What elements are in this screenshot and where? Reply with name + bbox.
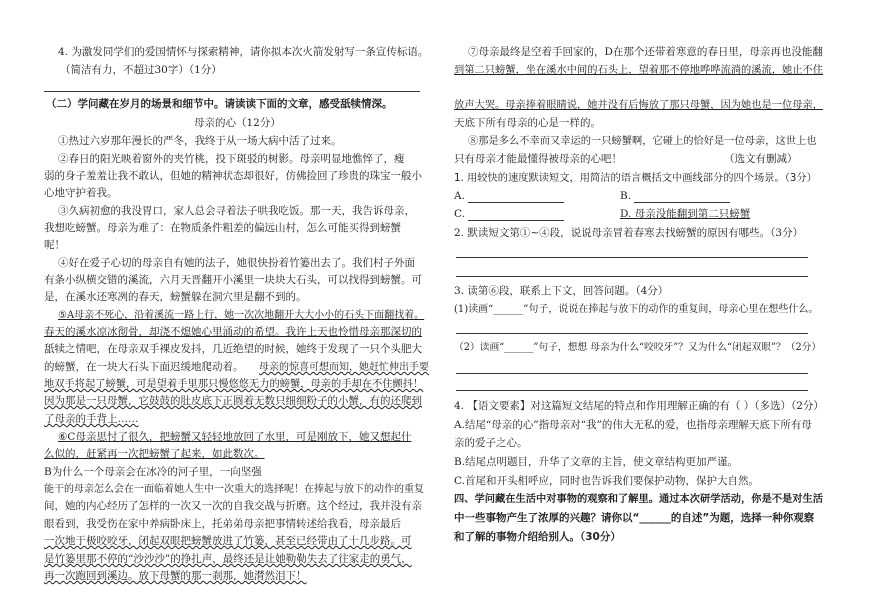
q3-sub2-answer-line-1[interactable] — [456, 373, 808, 374]
para6-line2a: 么似的，赶紧再一次把螃蟹了起来，如此数次。 — [44, 448, 265, 460]
q1-option-a: A. — [454, 190, 465, 202]
para3-line2: 我想吃螃蟹。母亲为难了：在物质条件粗差的偏远山村，怎么可能买得到螃蟹 — [44, 222, 401, 234]
q4-prompt: 4. 【语文要素】对这篇短文结尾的特点和作用理解正确的有（ ）（多选）（2分） — [454, 400, 824, 412]
para1: ①热过六岁那年漫长的严冬，我终于从一场大病中活了过来。 — [58, 135, 342, 147]
section4-line3: 和了解的事物介绍给别人。（30分） — [454, 531, 621, 543]
para5-line4b: 母亲的惊喜可想而知，她赶忙伸出手要 — [259, 362, 429, 373]
q1-blank-b[interactable] — [634, 202, 730, 203]
para7-line2: 到第二只螃蟹，坐在溪水中间的石头上，望着那不停地哗哗流淌的溪流，她止不住 — [454, 64, 824, 76]
q4-option-a-line1: A.结尾“母亲的心”指母亲对“我”的伟大无私的爱，也指母亲理解天底下所有母 — [454, 419, 812, 431]
para2-line2: 弱的身子羞羞让我不敢认，但她的精神状态却很好，仿佛捡回了珍贵的珠宝一般小 — [44, 170, 422, 182]
para4-line2: 有条小纵横交错的溪流，六月天晋翻开小溪里一块块大石头，可以找得到螃蟹。可 — [44, 274, 422, 286]
article-title: 母亲的心（12分） — [194, 117, 281, 129]
para6-line6: 一次地于极咬咬牙，闭起双眼把螃蟹放进了竹篓，甚至已经带由了十几步路。可 — [44, 535, 412, 547]
para3-line1: ③久病初愈的我没胃口，家人总会寻着法子哄我吃饭。那一天，我告诉母亲， — [58, 205, 415, 217]
q4-prompt-line1: 4. 为激发同学们的爱国情怀与探索精神，请你拟本次火箭发射写一条宣传标语。 — [58, 46, 429, 58]
q1-option-b: B. — [620, 190, 632, 202]
q1-blank-c[interactable] — [468, 220, 564, 221]
q3-sub2-answer-line-2[interactable] — [456, 390, 808, 391]
q3-sub1: (1)读画“______”句子，说说在捧起与放下的动作的重复间，母亲心里在想些什么。 — [454, 304, 819, 315]
q4-option-a-line2: 亲的爱子之心。 — [454, 437, 528, 449]
q1-blank-a[interactable] — [468, 202, 564, 203]
para8-line1: ⑧那是多么不幸而又幸运的一只螃蟹啊，它碰上的恰好是一位母亲，这世上也 — [468, 135, 817, 147]
para6-line7: 是竹篓里那不停的“沙沙沙”的挣扎声，最终还是让她勒勒失去了往家走的勇气， — [44, 553, 412, 565]
q4-option-c: C.首尾和开头相呼应，同时也告诉我们要保护动物，保护大自然。 — [454, 475, 759, 487]
answer-line[interactable] — [44, 91, 420, 92]
section4-line1: 四、学问藏在生活中对事物的观察和了解里。通过本次研学活动，你是不是对生活 — [454, 493, 824, 505]
q3-prompt: 3. 读第⑥段，联系上下文，回答问题。（4分） — [454, 285, 669, 297]
q1-option-c: C. — [454, 208, 465, 220]
source-note: （选文有删减） — [724, 153, 798, 165]
para5-line6: 因为那是一只母蟹，它鼓鼓的肚皮底下正圆着无数只细细粉子的小蟹，有的还爬到 — [44, 395, 422, 407]
para5-line5: 地双手将起了螃蟹，可是望着手里那只慢悠悠无力的螃蟹，母亲的手却在不住颤抖！ — [44, 378, 424, 390]
para5-line2: 春天的溪水凉冰彻骨，却浇不熄她心里涌动的希望。我许上天也怜惜母亲那深切的 — [44, 326, 422, 338]
para5-line1: ⑤A母亲不死心，沿着溪流一路上行，她一次次地翻开大大小小的石头下面翻找着。 — [58, 310, 425, 321]
para5-line7: 了母亲的手背上…… — [44, 413, 139, 425]
para3-line3: 呢！ — [44, 239, 65, 251]
q2-answer-line-2[interactable] — [456, 276, 808, 277]
para4-line3: 是，在溪水还寒冽的春天，螃蟹躲在洞穴里是翻不到的。 — [44, 291, 307, 303]
q3-sub1-answer-line[interactable] — [456, 333, 808, 334]
q3-sub2: （2）读画“______”句子，想想 母亲为什么“咬咬牙”？又为什么“闭起双眼”？（2分） — [454, 342, 822, 353]
para6-line5: 眼看到，我受伤在家中养病卧床上，托弟弟母亲把事情转述给我看，母亲最后 — [44, 518, 401, 530]
q4-prompt-line2: （简洁有力，不超过30字）（1分） — [60, 64, 222, 76]
para6-line8: 再一次跑回到溪边。放下母蟹的那一刹那，她潸然泪下！ — [44, 570, 307, 582]
para6-line3: 能干的母亲怎么会在一面临着她人生中一次重大的选择呢！在捧起与放下的动作的重复 — [44, 484, 424, 495]
q2-prompt: 2. 默读短文第①~④段，说说母亲冒着春寒去找螃蟹的原因有哪些。（3分） — [454, 227, 804, 239]
q1-prompt: 1. 用较快的速度默读短文，用简洁的语言概括文中画线部分的四个场景。（3分） — [454, 172, 817, 184]
para6-line4: 间，她的内心经历了怎样的一次又一次的自我交战与折磨。这个经过，我并没有亲 — [44, 500, 422, 512]
q1-option-d: D. 母亲没能翻到第二只螃蟹 — [620, 208, 751, 220]
section2-header: （二）学问藏在岁月的场景和细节中。请读读下面的文章，感受舐犊情深。 — [46, 98, 393, 110]
para8-line2: 只有母亲才能最懂得被母亲的心吧！ — [454, 153, 622, 165]
section4-line2: 中一些事物产生了浓厚的兴趣？请你以“______的自述”为题，选择一种你观察 — [454, 512, 815, 524]
para6-line2b: B为什么一个母亲会在冰冷的河子里，一向坚强 — [44, 466, 262, 478]
para7-line1: ⑦母亲最终是空着手回家的，D在那个还带着寒意的春日里，母亲再也没能翻 — [468, 46, 823, 58]
q2-answer-line-1[interactable] — [456, 257, 808, 258]
para6-line1: ⑥C母亲思忖了很久，把螃蟹又轻轻地放回了水里，可是刚放下，她又想起什 — [58, 431, 412, 443]
para4-line1: ④好在爱子心切的母亲自有她的法子，她很快扮着竹篓出去了。我们村子外面 — [58, 257, 415, 269]
q4-option-b: B.结尾点明题目，升华了文章的主旨，使文章结构更加严谨。 — [454, 456, 739, 468]
para5-line4a: 的螃蟹，在一块大石头下面迟缓地爬动着。 — [44, 361, 244, 373]
para2-line1: ②春日的阳光映着窗外的夹竹桃，投下斑驳的树影。母亲明显地憔悴了，瘦 — [58, 153, 405, 165]
para7-line3: 放声大哭。母亲捧着眼睛说，她并没有后悔放了那只母蟹，因为她也是一位母亲， — [454, 99, 824, 111]
para2-line3: 心地守护着我。 — [44, 187, 118, 199]
para7-line4: 天底下所有母亲的心是一样的。 — [454, 117, 601, 129]
para5-line3: 舐犊之情吧，在母亲双手裸皮发抖，几近绝望的时候，她终于发现了一只个头肥大 — [44, 343, 422, 355]
